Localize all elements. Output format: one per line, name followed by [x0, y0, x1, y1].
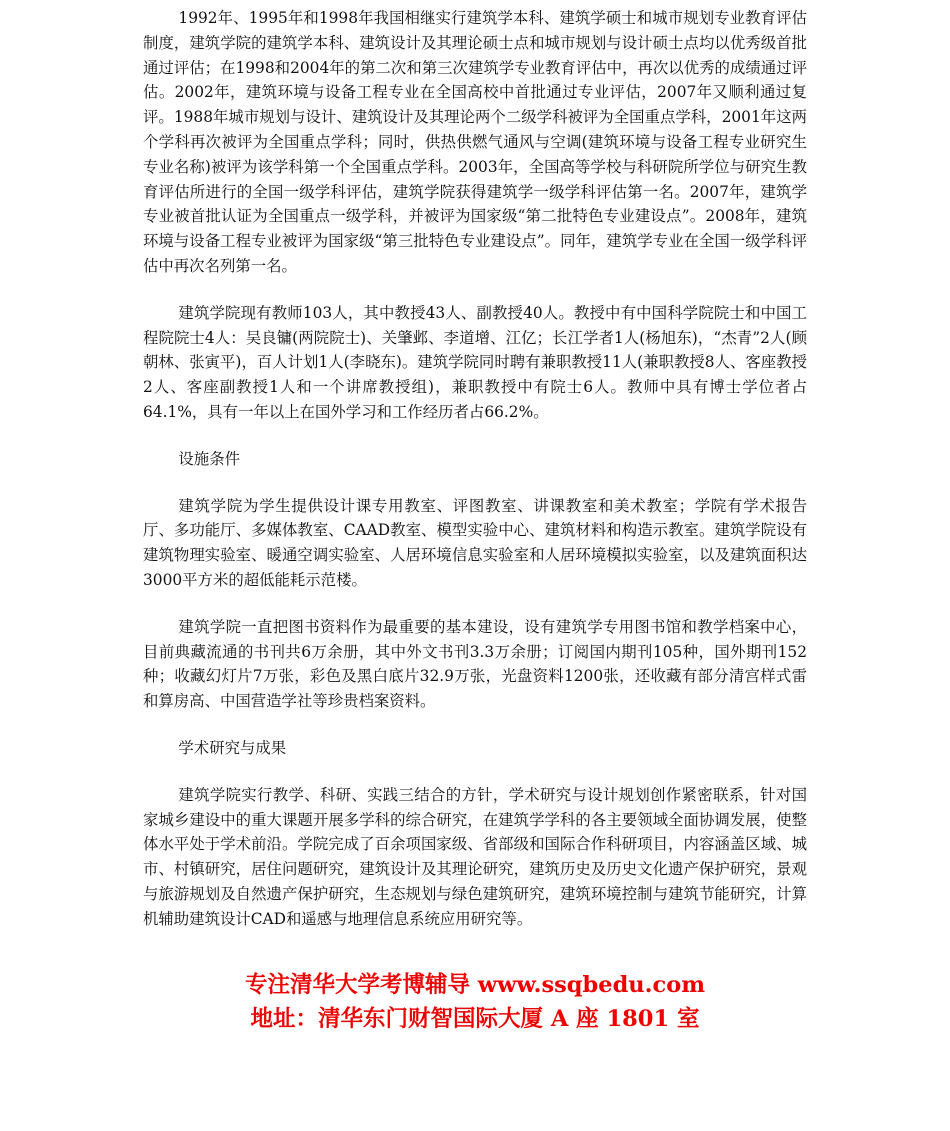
paragraph-library: 建筑学院一直把图书资料作为最重要的基本建设，设有建筑学专用图书馆和教学档案中心，目前典藏流通的书刊共6万余册，其中外文书刊3.3万余册；订阅国内期刊105种，国外期刊152种；收藏幻灯片7万张，彩色及黑白底片32.9万张，光盘资料1200张，还收藏有部分清宫样式雷和算房高、中国营造学社等珍贵档案资料。: [143, 617, 807, 711]
footer-line-address: 地址：清华东门财智国际大厦 A 座 1801 室: [250, 1006, 700, 1032]
paragraph-facilities: 建筑学院为学生提供设计课专用教室、评图教室、讲课教室和美术教室；学院有学术报告厅、多功能厅、多媒体教室、CAAD教室、模型实验中心、建筑材料和构造示教室。建筑学院设有建筑物理实验室、暖通空调实验室、人居环境信息实验室和人居环境模拟实验室，以及建筑面积达3000平方米的超低能耗示范楼。: [143, 496, 807, 589]
section-heading-facilities: 设施条件: [178, 449, 240, 468]
paragraph-faculty: 建筑学院现有教师103人，其中教授43人、副教授40人。教授中有中国科学院院士和中国工程院院士4人：吴良镛(两院院士)、关肇邺、李道增、江亿；长江学者1人(杨旭东)，“杰青”2人(顾朝林、张寅平)，百人计划1人(李晓东)。建筑学院同时聘有兼职教授11人(兼职教授8人、客座教授2人、客座副教授1人和一个讲席教授组)，兼职教授中有院士6人。教师中具有博士学位者占64.1%，具有一年以上在国外学习和工作经历者占66.2%。: [143, 303, 807, 421]
advertisement-footer: [0, 968, 950, 1036]
paragraph-history: 1992年、1995年和1998年我国相继实行建筑学本科、建筑学硕士和城市规划专业教育评估制度，建筑学院的建筑学本科、建筑设计及其理论硕士点和城市规划与设计硕士点均以优秀级首批通过评估；在1998和2004年的第二次和第三次建筑学专业教育评估中，再次以优秀的成绩通过评估。2002年，建筑环境与设备工程专业在全国高校中首批通过专业评估，2007年又顺利通过复评。1988年城市规划与设计、建筑设计及其理论两个二级学科被评为全国重点学科，2001年这两个学科再次被评为全国重点学科；同时，供热供燃气通风与空调(建筑环境与设备工程专业研究生专业名称)被评为该学科第一个全国重点学科。2003年，全国高等学校与科研院所学位与研究生教育评估所进行的全国一级学科评估，建筑学院获得建筑学一级学科评估第一名。2007年，建筑学专业被首批认证为全国重点一级学科，并被评为国家级“第二批特色专业建设点”。2008年，建筑环境与设备工程专业被评为国家级“第三批特色专业建设点”。同年，建筑学专业在全国一级学科评估中再次名列第一名。: [143, 9, 807, 275]
section-heading-research: 学术研究与成果: [178, 738, 287, 757]
footer-line-website: 专注清华大学考博辅导 www.ssqbedu.com: [244, 972, 706, 998]
paragraph-research: 建筑学院实行教学、科研、实践三结合的方针，学术研究与设计规划创作紧密联系，针对国家城乡建设中的重大课题开展多学科的综合研究，在建筑学学科的各主要领域全面协调发展，使整体水平处于学术前沿。学院完成了百余项国家级、省部级和国际合作科研项目，内容涵盖区域、城市、村镇研究，居住问题研究，建筑设计及其理论研究，建筑历史及历史文化遗产保护研究，景观与旅游规划及自然遗产保护研究，生态规划与绿色建筑研究，建筑环境控制与建筑节能研究，计算机辅助建筑设计CAD和遥感与地理信息系统应用研究等。: [143, 785, 807, 928]
document-body: [143, 6, 807, 932]
